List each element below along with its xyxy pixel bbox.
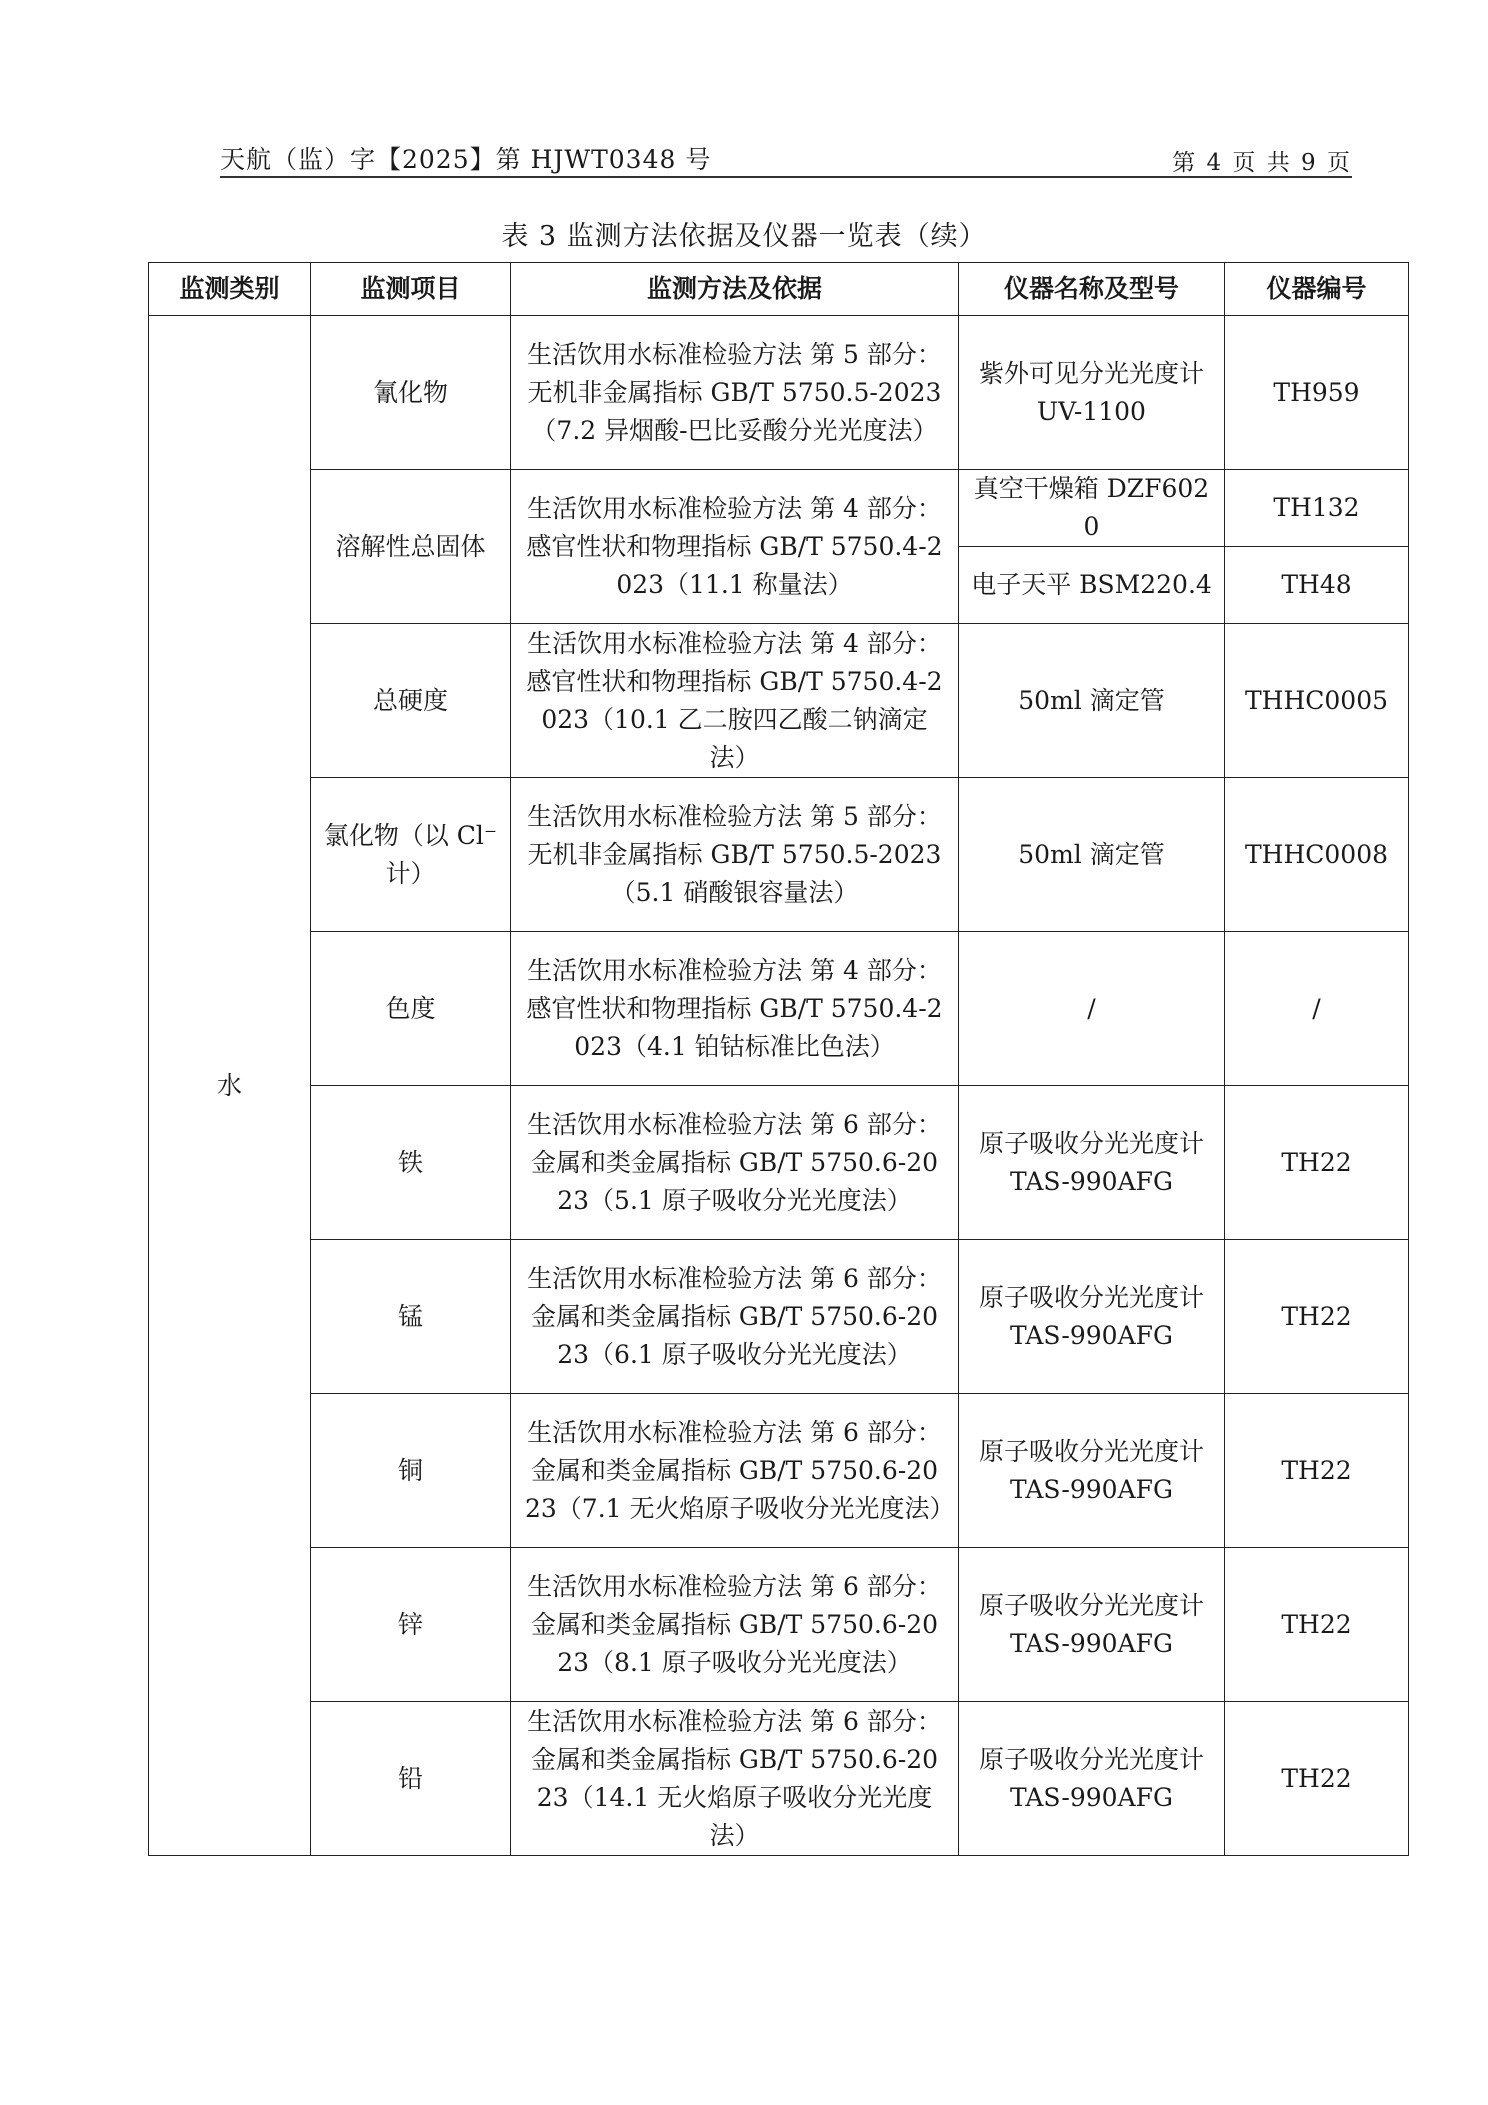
item-cell: 铜 — [311, 1394, 511, 1548]
instrument-number-cell: TH22 — [1225, 1394, 1409, 1548]
method-cell: 生活饮用水标准检验方法 第 5 部分：无机非金属指标 GB/T 5750.5-2023（7.2 异烟酸-巴比妥酸分光光度法） — [511, 316, 959, 470]
instrument-number-cell: TH959 — [1225, 316, 1409, 470]
instrument-cell: / — [959, 932, 1225, 1086]
instrument-number-cell: THHC0005 — [1225, 624, 1409, 778]
instrument-cell: 原子吸收分光光度计 TAS-990AFG — [959, 1086, 1225, 1240]
table-row — [149, 470, 1409, 547]
monitoring-methods-table — [148, 262, 1409, 1856]
item-cell: 铁 — [311, 1086, 511, 1240]
table-title: 表 3 监测方法依据及仪器一览表（续） — [501, 221, 987, 252]
instrument-number-cell: TH132 — [1225, 470, 1409, 547]
page-header — [220, 136, 1352, 178]
table-row — [149, 1240, 1409, 1394]
method-cell: 生活饮用水标准检验方法 第 4 部分：感官性状和物理指标 GB/T 5750.4-2023（10.1 乙二胺四乙酸二钠滴定法） — [511, 624, 959, 778]
table-row — [149, 316, 1409, 470]
item-cell: 总硬度 — [311, 624, 511, 778]
table-row — [149, 1394, 1409, 1548]
instrument-cell: 电子天平 BSM220.4 — [959, 547, 1225, 624]
column-header: 监测类别 — [149, 263, 311, 316]
instrument-cell: 50ml 滴定管 — [959, 778, 1225, 932]
table-row — [149, 932, 1409, 1086]
item-cell: 色度 — [311, 932, 511, 1086]
instrument-number-cell: / — [1225, 932, 1409, 1086]
method-cell: 生活饮用水标准检验方法 第 4 部分：感官性状和物理指标 GB/T 5750.4-2023（4.1 铂钴标准比色法） — [511, 932, 959, 1086]
instrument-number-cell: TH22 — [1225, 1702, 1409, 1856]
page-info: 第 4 页 共 9 页 — [1172, 150, 1352, 176]
method-cell: 生活饮用水标准检验方法 第 6 部分：金属和类金属指标 GB/T 5750.6-2023（5.1 原子吸收分光光度法） — [511, 1086, 959, 1240]
column-header: 监测方法及依据 — [511, 263, 959, 316]
method-cell: 生活饮用水标准检验方法 第 5 部分：无机非金属指标 GB/T 5750.5-2023（5.1 硝酸银容量法） — [511, 778, 959, 932]
instrument-cell: 真空干燥箱 DZF6020 — [959, 470, 1225, 547]
method-cell: 生活饮用水标准检验方法 第 6 部分：金属和类金属指标 GB/T 5750.6-2023（8.1 原子吸收分光光度法） — [511, 1548, 959, 1702]
method-cell: 生活饮用水标准检验方法 第 6 部分：金属和类金属指标 GB/T 5750.6-2023（6.1 原子吸收分光光度法） — [511, 1240, 959, 1394]
table-header-row — [149, 263, 1409, 316]
table-row — [149, 1548, 1409, 1702]
item-cell: 铅 — [311, 1702, 511, 1856]
instrument-number-cell: TH22 — [1225, 1548, 1409, 1702]
table-row — [149, 1086, 1409, 1240]
table-row — [149, 624, 1409, 778]
item-cell: 锌 — [311, 1548, 511, 1702]
method-cell: 生活饮用水标准检验方法 第 4 部分：感官性状和物理指标 GB/T 5750.4-2023（11.1 称量法） — [511, 470, 959, 624]
table-row — [149, 1702, 1409, 1856]
instrument-number-cell: TH48 — [1225, 547, 1409, 624]
instrument-number-cell: TH22 — [1225, 1086, 1409, 1240]
instrument-number-cell: TH22 — [1225, 1240, 1409, 1394]
instrument-number-cell: THHC0008 — [1225, 778, 1409, 932]
category-cell: 水 — [149, 316, 311, 1856]
column-header: 监测项目 — [311, 263, 511, 316]
item-cell: 氰化物 — [311, 316, 511, 470]
instrument-cell: 原子吸收分光光度计 TAS-990AFG — [959, 1548, 1225, 1702]
item-cell: 氯化物（以 Cl⁻计） — [311, 778, 511, 932]
instrument-cell: 原子吸收分光光度计 TAS-990AFG — [959, 1702, 1225, 1856]
instrument-cell: 50ml 滴定管 — [959, 624, 1225, 778]
instrument-cell: 紫外可见分光光度计 UV-1100 — [959, 316, 1225, 470]
column-header: 仪器编号 — [1225, 263, 1409, 316]
instrument-cell: 原子吸收分光光度计 TAS-990AFG — [959, 1240, 1225, 1394]
instrument-cell: 原子吸收分光光度计 TAS-990AFG — [959, 1394, 1225, 1548]
report-number: 天航（监）字【2025】第 HJWT0348 号 — [220, 145, 712, 174]
item-cell: 溶解性总固体 — [311, 470, 511, 624]
method-cell: 生活饮用水标准检验方法 第 6 部分：金属和类金属指标 GB/T 5750.6-2023（14.1 无火焰原子吸收分光光度法） — [511, 1702, 959, 1856]
column-header: 仪器名称及型号 — [959, 263, 1225, 316]
method-cell: 生活饮用水标准检验方法 第 6 部分：金属和类金属指标 GB/T 5750.6-2023（7.1 无火焰原子吸收分光光度法） — [511, 1394, 959, 1548]
table-row — [149, 778, 1409, 932]
item-cell: 锰 — [311, 1240, 511, 1394]
